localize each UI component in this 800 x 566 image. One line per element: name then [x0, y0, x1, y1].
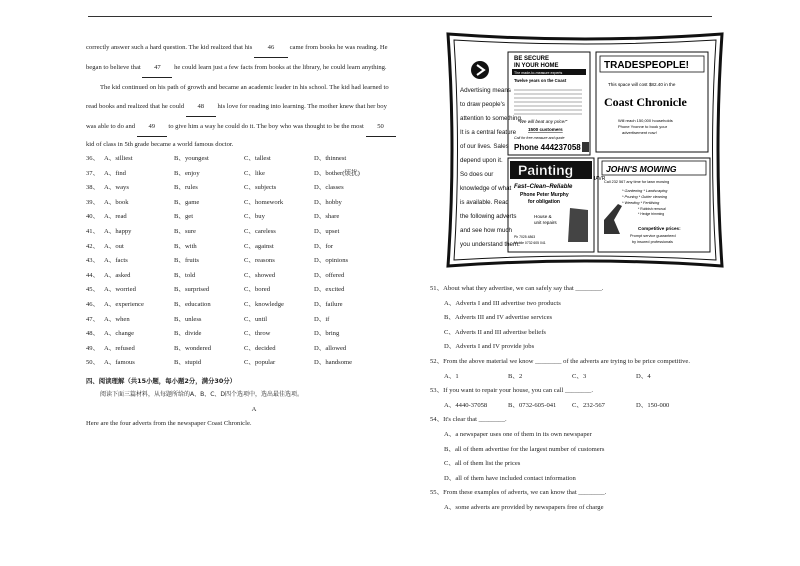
option-d[interactable]: D、hobby	[314, 198, 342, 206]
advert-image	[442, 30, 728, 270]
option-d[interactable]: D、offered	[314, 271, 345, 279]
option-c[interactable]: C、homework	[244, 198, 284, 206]
mowing-call: Call 232 567 any time for lawn mowing	[604, 180, 670, 184]
q51-option-a[interactable]: A、Adverts I and III advertise two products	[444, 299, 561, 307]
advert-badge: IAVR	[594, 176, 606, 182]
trades-info-3: advertisement now!	[622, 130, 657, 135]
option-c[interactable]: C、against	[244, 242, 274, 250]
passage-label: A	[251, 405, 257, 413]
cloze-option-row	[86, 356, 422, 371]
section-title: 四、阅读理解（共15小题，每小题2分，满分30分）	[86, 376, 237, 385]
option-b[interactable]: B、fruits	[174, 257, 199, 265]
q52-option-b[interactable]: B、2	[508, 372, 523, 380]
cloze-options	[86, 152, 422, 371]
question-number: 42、	[86, 242, 100, 250]
option-a[interactable]: A、change	[104, 330, 135, 338]
trades-space: This space will cost $82.40 in the	[608, 82, 676, 87]
option-c[interactable]: C、bored	[244, 286, 271, 294]
option-b[interactable]: B、with	[174, 242, 197, 250]
arrow-badge	[471, 61, 489, 79]
option-a[interactable]: A、asked	[104, 271, 131, 279]
mowing-service-2: * Pruning * Gutter cleaning	[622, 195, 667, 199]
q54-option-d[interactable]: D、all of them have included contact information	[444, 474, 576, 482]
question-number: 37、	[86, 169, 100, 177]
question-54: 54、It's clear that ________.	[430, 416, 507, 424]
option-b[interactable]: B、get	[174, 213, 194, 221]
blank-48: 48	[186, 97, 216, 117]
painting-unit: unit repairs	[534, 220, 557, 225]
option-c[interactable]: C、decided	[244, 344, 276, 352]
mowing-promise-2: by insured professionals	[632, 240, 673, 244]
secure-quote: "We will beat any price!"	[518, 119, 568, 124]
painting-phone-1: Ph 7025 4863	[514, 235, 536, 239]
cloze-option-row	[86, 240, 422, 255]
secure-title-2: IN YOUR HOME	[514, 63, 559, 69]
q54-option-b[interactable]: B、all of them advertise for the largest number of customers	[444, 445, 605, 453]
q53-option-c[interactable]: C、232-567	[572, 401, 605, 409]
passage-line-3	[86, 78, 422, 97]
advert-intro-line: It is a central feature	[460, 129, 517, 136]
option-d[interactable]: D、failure	[314, 300, 343, 308]
painting-title: Painting	[518, 162, 574, 178]
option-a[interactable]: A、when	[104, 315, 130, 323]
painting-phone-2: Mobile 0732 605 041	[514, 241, 546, 245]
question-number: 46、	[86, 300, 100, 308]
cloze-option-row	[86, 283, 422, 298]
question-52: 52、From the above material we know ________ of the adverts are trying to be price competitive.	[430, 357, 691, 365]
q51-option-c[interactable]: C、Adverts II and III advertise beliefs	[444, 328, 546, 336]
question-number: 44、	[86, 271, 100, 279]
q55-option-a[interactable]: A、some adverts are provided by newspapers free of charge	[444, 503, 604, 511]
option-c[interactable]: C、popular	[244, 359, 276, 367]
trades-paper: Coast Chronicle	[604, 95, 687, 109]
text: The kid continued on his path of growth and became an academic leader in his school. The kid had learned to	[100, 84, 389, 91]
passage-line-1	[86, 38, 422, 58]
option-a[interactable]: A、read	[104, 213, 127, 221]
option-a[interactable]: A、ways	[104, 184, 129, 192]
advert-intro-line: attention to something.	[460, 115, 523, 122]
question-number: 40、	[86, 213, 100, 221]
option-b[interactable]: B、wondered	[174, 344, 211, 352]
passage-intro: Here are the four adverts from the newspaper Coast Chronicle.	[86, 419, 252, 427]
q52-option-a[interactable]: A、1	[444, 372, 459, 380]
q53-options	[430, 399, 730, 414]
option-d[interactable]: D、upset	[314, 227, 340, 235]
question-number: 45、	[86, 286, 100, 294]
option-c[interactable]: C、reasons	[244, 257, 275, 265]
left-column	[86, 38, 422, 431]
cloze-option-row	[86, 342, 422, 357]
q51-option-d[interactable]: D、Adverts I and IV provide jobs	[444, 343, 535, 351]
blank-49: 49	[137, 117, 167, 137]
cloze-option-row	[86, 254, 422, 269]
mowing-service-1: * Gardening * Landscaping	[622, 189, 668, 193]
text: to give him a way he could do it. The boy who was thought to be the most	[168, 123, 364, 130]
paint-roller-icon	[568, 208, 588, 242]
option-a[interactable]: A、facts	[104, 257, 128, 265]
advert-intro-line: depend upon it.	[460, 157, 503, 164]
lawn-mower-icon	[604, 204, 622, 234]
question-number: 39、	[86, 198, 100, 206]
secure-sub: The made-to-measure experts	[514, 71, 563, 75]
option-b[interactable]: B、youngest	[174, 155, 209, 162]
phone-icon	[582, 142, 589, 152]
secure-phone: Phone 444237058	[514, 143, 581, 152]
question-number: 43、	[86, 257, 100, 265]
q52-option-d[interactable]: D、4	[636, 372, 651, 380]
question-number: 48、	[86, 330, 100, 338]
option-d[interactable]: D、share	[314, 213, 340, 221]
option-a[interactable]: A、book	[104, 198, 129, 206]
option-a[interactable]: A、refused	[104, 344, 135, 352]
cloze-option-row	[86, 313, 422, 328]
mowing-service-4: * Rubbish removal	[638, 207, 666, 211]
option-d[interactable]: D、bother(烦扰)	[314, 169, 360, 177]
question-number: 38、	[86, 184, 100, 192]
painting-sub: Fast–Clean–Reliable	[514, 184, 573, 190]
mowing-service-5: * Hedge trimming	[638, 212, 665, 216]
passage-line-6	[86, 137, 422, 152]
secure-title-1: BE SECURE	[514, 56, 550, 62]
question-51: 51、About what they advertise, we can safely say that ________.	[430, 285, 604, 292]
text: read books and realized that he could	[86, 103, 185, 110]
option-a[interactable]: A、silliest	[104, 155, 133, 162]
cloze-option-row	[86, 167, 422, 182]
advert-intro-line: to draw people's	[460, 101, 505, 108]
cloze-option-row	[86, 298, 422, 313]
text: kid of class in 5th grade became a world famous doctor.	[86, 141, 234, 148]
cloze-option-row	[86, 327, 422, 342]
painting-name: Phone Peter Murphy	[520, 192, 569, 198]
option-c[interactable]: C、like	[244, 169, 265, 177]
trades-info-2: Phone Yvonne to book your	[618, 124, 668, 129]
option-a[interactable]: A、worried	[104, 286, 136, 294]
option-c[interactable]: C、subjects	[244, 184, 277, 192]
mowing-service-3: * Weeding * Fertilising	[622, 201, 660, 205]
question-53: 53、If you want to repair your house, you can call ________.	[430, 387, 593, 395]
cloze-option-row	[86, 196, 422, 211]
painting-obligation: for obligation	[528, 199, 560, 205]
option-c[interactable]: C、buy	[244, 213, 265, 221]
passage-line-5	[86, 117, 422, 137]
secure-customers: 1500 customers	[528, 127, 563, 132]
cloze-option-row	[86, 152, 422, 167]
section-instruction: 阅读下面三篇材料，从每题所给的A、B、C、D四个选项中，选出最佳选项。	[100, 391, 304, 399]
text: came from books he was reading. He	[289, 44, 388, 51]
option-a[interactable]: A、happy	[104, 227, 132, 235]
option-b[interactable]: B、surprised	[174, 286, 210, 294]
option-b[interactable]: B、game	[174, 198, 200, 206]
option-c[interactable]: C、showed	[244, 271, 276, 279]
option-a[interactable]: A、find	[104, 169, 126, 177]
trades-info-1: Will reach 150,000 households	[618, 118, 673, 123]
q53-option-a[interactable]: A、4440-37058	[444, 401, 488, 409]
option-a[interactable]: A、out	[104, 242, 124, 250]
passage-line-4	[86, 97, 422, 117]
option-c[interactable]: C、tallest	[244, 155, 271, 162]
q53-option-d[interactable]: D、150-000	[636, 401, 670, 409]
q54-option-a[interactable]: A、a newspaper uses one of them in its own newspaper	[444, 430, 592, 438]
option-b[interactable]: B、education	[174, 300, 211, 308]
option-c[interactable]: C、knowledge	[244, 300, 284, 308]
header-rule	[88, 16, 712, 17]
option-a[interactable]: A、famous	[104, 359, 135, 367]
advert-intro-line: is available. Read	[460, 199, 509, 206]
text: his love for reading into learning. The mother knew that her boy	[217, 103, 387, 110]
cloze-option-row	[86, 225, 422, 240]
question-number: 49、	[86, 344, 100, 352]
text: began to believe that	[86, 64, 141, 71]
option-d[interactable]: D、allowed	[314, 344, 347, 352]
question-number: 47、	[86, 315, 100, 323]
option-d[interactable]: D、bring	[314, 330, 340, 338]
right-column	[430, 282, 730, 516]
painting-house: House &	[534, 214, 552, 219]
secure-years: Twelve years on the Coast	[514, 78, 567, 83]
option-c[interactable]: C、throw	[244, 330, 271, 338]
advert-intro-line: and see how much	[460, 227, 512, 234]
advert-intro-line: Advertising means	[460, 87, 511, 94]
option-b[interactable]: B、divide	[174, 330, 202, 338]
option-c[interactable]: C、until	[244, 315, 268, 323]
option-b[interactable]: B、rules	[174, 184, 198, 192]
advert-intro-line: you understand them.	[460, 241, 520, 248]
option-c[interactable]: C、careless	[244, 227, 276, 235]
option-d[interactable]: D、excited	[314, 286, 345, 294]
option-d[interactable]: D、if	[314, 315, 330, 323]
question-number: 41、	[86, 227, 100, 235]
mowing-promise-1: Prompt service guaranteed	[630, 234, 676, 238]
blank-50: 50	[366, 117, 396, 137]
trades-title: TRADESPEOPLE!	[604, 60, 690, 71]
secure-price-lines	[514, 90, 582, 114]
cloze-option-row	[86, 181, 422, 196]
option-d[interactable]: D、classes	[314, 184, 344, 192]
mowing-prices: Competitive prices:	[638, 226, 681, 231]
blank-46: 46	[254, 38, 288, 58]
question-55: 55、From these examples of adverts, we can know that ________.	[430, 489, 607, 497]
option-a[interactable]: A、experience	[104, 300, 144, 308]
option-b[interactable]: B、told	[174, 271, 196, 279]
option-b[interactable]: B、stupid	[174, 359, 202, 367]
advert-intro-line: of our lives. Sales	[460, 143, 509, 150]
option-d[interactable]: D、opinions	[314, 257, 349, 265]
cloze-option-row	[86, 269, 422, 284]
q53-option-b[interactable]: B、0732-605-041	[508, 401, 557, 409]
option-b[interactable]: B、enjoy	[174, 169, 200, 177]
text: he could learn just a few facts from books at the library, he could learn anything.	[174, 64, 387, 71]
mowing-title: JOHN'S MOWING	[606, 164, 677, 174]
advert-intro-line: the following adverts	[460, 213, 517, 220]
text: correctly answer such a hard question. The kid realized that his	[86, 44, 253, 51]
option-b[interactable]: B、unless	[174, 315, 202, 323]
text: was able to do and	[86, 123, 136, 130]
question-number: 36、	[86, 155, 100, 162]
q52-option-c[interactable]: C、3	[572, 372, 587, 380]
q52-options	[430, 370, 730, 385]
secure-note: Call for free measure and quote	[514, 136, 565, 140]
blank-47: 47	[142, 58, 172, 78]
q54-option-c[interactable]: C、all of them list the prices	[444, 460, 521, 468]
advert-intro-line: So does our	[460, 171, 494, 178]
q51-option-b[interactable]: B、Adverts III and IV advertise services	[444, 314, 553, 322]
option-d[interactable]: D、for	[314, 242, 334, 250]
option-d[interactable]: D、handsome	[314, 359, 353, 367]
cloze-option-row	[86, 210, 422, 225]
advert-intro-line: knowledge of what	[460, 185, 512, 192]
passage-line-2	[86, 58, 422, 78]
option-d[interactable]: D、thinnest	[314, 155, 347, 162]
question-number: 50、	[86, 359, 100, 367]
option-b[interactable]: B、sure	[174, 227, 196, 235]
